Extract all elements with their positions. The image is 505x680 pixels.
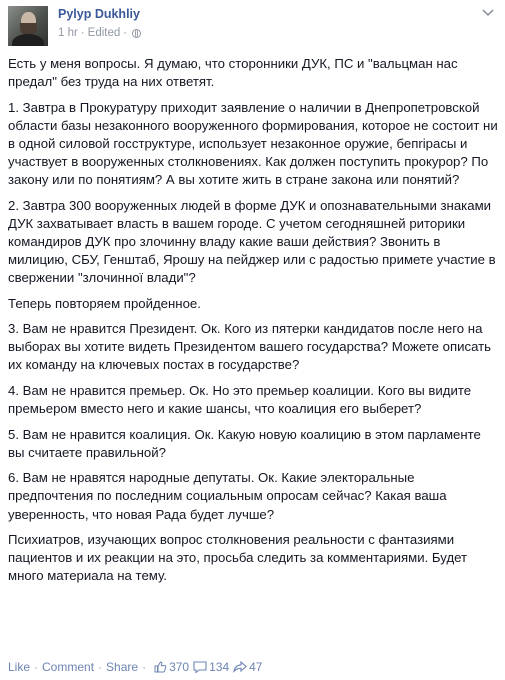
action-separator: · bbox=[34, 660, 39, 674]
post-time[interactable]: 1 hr bbox=[58, 27, 78, 39]
comments-stat[interactable] bbox=[193, 660, 229, 674]
post-paragraph: 5. Вам не нравится коалиция. Ок. Какую новую коалицию в этом парламенте вы считаете правильной? bbox=[8, 426, 481, 460]
meta-separator: · bbox=[80, 27, 85, 39]
post-actions bbox=[8, 660, 497, 674]
like-link[interactable]: Like bbox=[8, 660, 31, 674]
action-separator: · bbox=[142, 660, 147, 674]
avatar[interactable] bbox=[8, 6, 48, 46]
globe-icon[interactable] bbox=[132, 29, 141, 38]
author-name[interactable]: Pylyp Dukhliy bbox=[58, 7, 140, 21]
chevron-down-icon[interactable] bbox=[481, 8, 495, 20]
likes-stat[interactable] bbox=[154, 660, 189, 674]
speech-bubble-icon bbox=[193, 661, 207, 673]
comments-count: 134 bbox=[209, 660, 230, 674]
post-paragraph: Есть у меня вопросы. Я думаю, что сторонники ДУК, ПС и "вальцман нас предал" без труда на них ответят. bbox=[8, 56, 458, 90]
comment-link[interactable]: Comment bbox=[42, 660, 95, 674]
post-meta bbox=[58, 27, 141, 39]
edited-label[interactable]: Edited bbox=[87, 27, 121, 39]
likes-count: 370 bbox=[169, 660, 190, 674]
post-header bbox=[8, 6, 497, 46]
action-separator: · bbox=[98, 660, 103, 674]
share-link[interactable]: Share bbox=[106, 660, 139, 674]
post-paragraph: Психиатров, изучающих вопрос столкновения реальности с фантазиями пациентов и их реакции на это, просьба следить за комментариями. Будет много материала на тему. bbox=[8, 532, 468, 584]
thumbs-up-icon bbox=[154, 661, 167, 673]
post-paragraph: 3. Вам не нравится Президент. Ок. Кого из пятерки кандидатов после него на выборах вы хотите видеть Президентом вашего государства? Можете описать их команду на ключевых постах в государстве? bbox=[8, 321, 492, 373]
post-paragraph: 4. Вам не нравится премьер. Ок. Но это премьер коалиции. Кого вы видите премьером вместо него и какие шансы, что коалиция его выберет? bbox=[8, 383, 472, 417]
post-paragraph: 1. Завтра в Прокуратуру приходит заявление о наличии в Днепропетровской области базы незаконного вооруженного формирования, которое не состоит ни в одной силовой госструктуре, использует незаконное оружие, бепripасы и участвует в вооруженных столкновениях. Как должен поступить прокурор? По закону или по понятиям? А вы хотите жить в стране закона или понятий? bbox=[8, 99, 498, 188]
share-arrow-icon bbox=[233, 661, 247, 673]
avatar-shoulders bbox=[12, 34, 44, 46]
post-paragraph: 2. Завтра 300 вооруженных людей в форме ДУК и опознавательными знаками ДУК захватывает власть в вашем городе. С учетом сегодняшней риторики командиров ДУК про злочинну владу какие ваши действия? Звонить в милицию, СБУ, Генштаб, Ярошу на пейджер или с радостью примете участие в свержении "злочинної влади"? bbox=[8, 197, 496, 286]
post-paragraph: Теперь повторяем пройденное. bbox=[8, 295, 201, 311]
shares-stat[interactable] bbox=[233, 660, 262, 674]
post-paragraph: 6. Вам не нравятся народные депутаты. Ок. Какие электоральные предпочтения по последним социальным опросам сейчас? Какая ваша уверенность, что новая Рада будет лучше? bbox=[8, 470, 447, 522]
meta-separator-2: · bbox=[123, 27, 128, 39]
shares-count: 47 bbox=[249, 660, 263, 674]
post-body bbox=[8, 55, 499, 593]
